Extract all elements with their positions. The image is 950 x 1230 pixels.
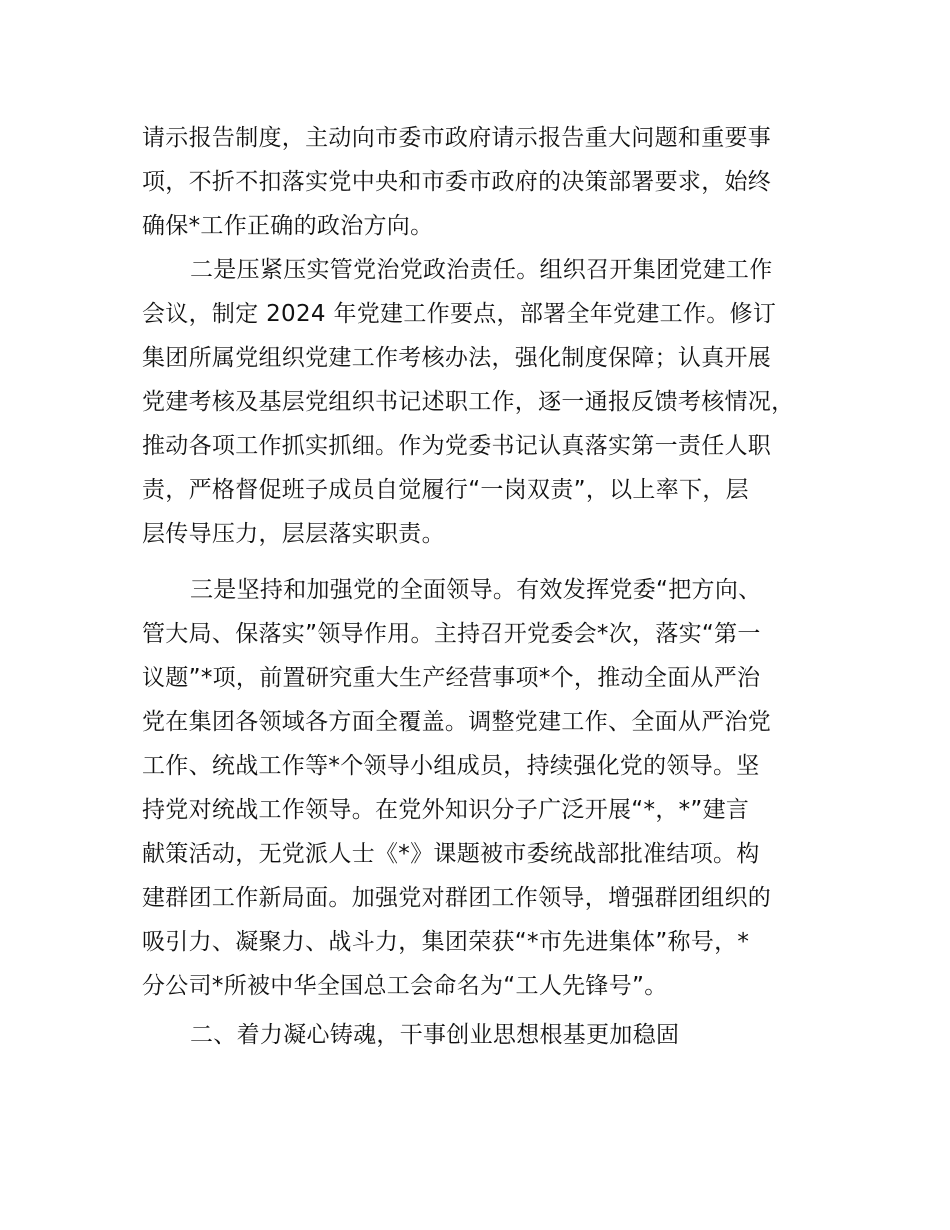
text-line: 党在集团各领域各方面全覆盖。调整党建工作、全面从严治党 — [142, 709, 772, 735]
text-line: 党建考核及基层党组织书记述职工作，逐一通报反馈考核情况， — [142, 389, 795, 415]
section-heading: 二、着力凝心铸魂，干事创业思想根基更加稳固 — [190, 1022, 680, 1048]
text-line: 分公司*所被中华全国总工会命名为“工人先锋号”。 — [142, 973, 668, 999]
text-line: 持党对统战工作领导。在党外知识分子广泛开展“*，*”建言 — [142, 797, 750, 823]
text-line: 请示报告制度，主动向市委市政府请示报告重大问题和重要事 — [142, 125, 772, 151]
text-line: 项，不折不扣落实党中央和市委市政府的决策部署要求，始终 — [142, 169, 772, 195]
text-line: 责，严格督促班子成员自觉履行“一岗双责”，以上率下，层 — [142, 477, 749, 503]
paragraph-first-line: 三是坚持和加强党的全面领导。有效发挥党委“把方向、 — [190, 577, 762, 603]
text-line: 管大局、保落实”领导作用。主持召开党委会*次，落实“第一 — [142, 621, 761, 647]
text-line: 议题”*项，前置研究重大生产经营事项*个，推动全面从严治 — [142, 665, 761, 691]
text-line: 建群团工作新局面。加强党对群团工作领导，增强群团组织的 — [142, 885, 772, 911]
text-line: 工作、统战工作等*个领导小组成员，持续强化党的领导。坚 — [142, 753, 760, 779]
text-line: 献策活动，无党派人士《*》课题被市委统战部批准结项。构 — [142, 841, 760, 867]
text-line: 集团所属党组织党建工作考核办法，强化制度保障；认真开展 — [142, 345, 772, 371]
text-line: 层传导压力，层层落实职责。 — [142, 521, 445, 547]
text-line: 会议，制定 2024 年党建工作要点，部署全年党建工作。修订 — [142, 301, 777, 327]
text-line: 推动各项工作抓实抓细。作为党委书记认真落实第一责任人职 — [142, 433, 772, 459]
text-line: 确保*工作正确的政治方向。 — [142, 213, 434, 239]
paragraph-first-line: 二是压紧压实管党治党政治责任。组织召开集团党建工作 — [190, 257, 773, 283]
text-line: 吸引力、凝聚力、战斗力，集团荣获“*市先进集体”称号，* — [142, 929, 750, 955]
